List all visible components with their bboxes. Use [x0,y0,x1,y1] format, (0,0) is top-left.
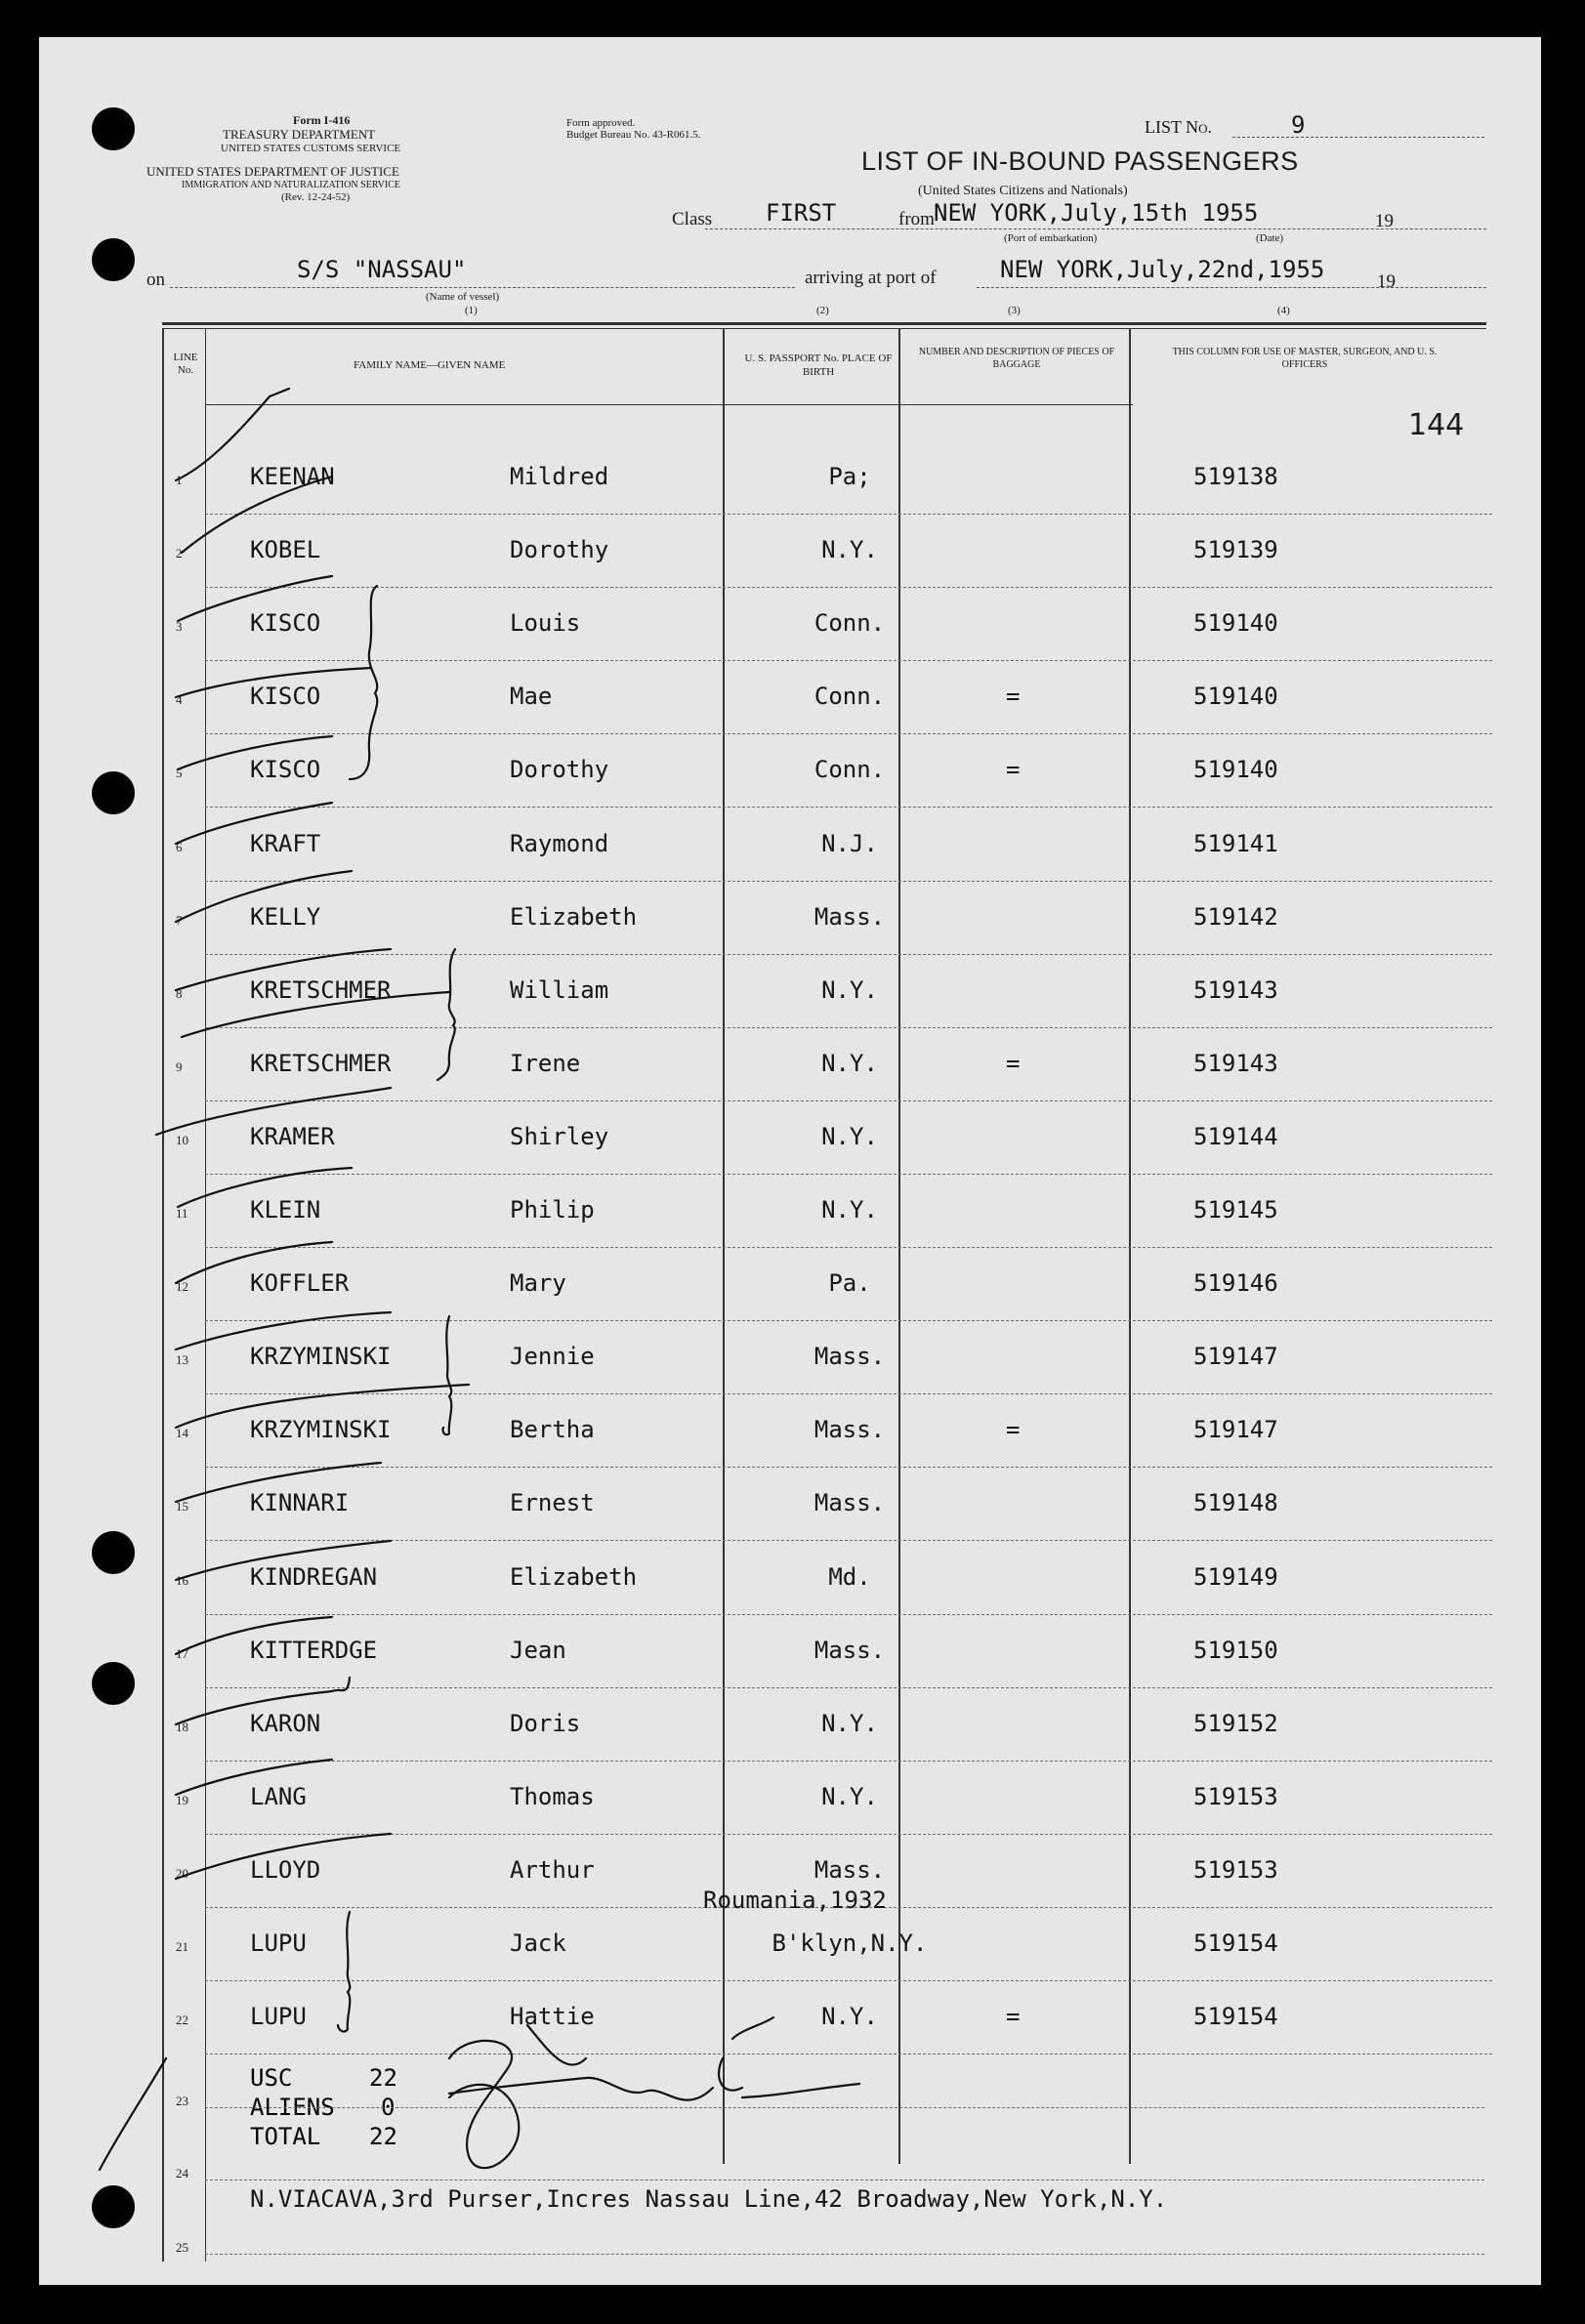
port-embark-caption: (Port of embarkation) [1004,232,1098,244]
class-label: Class [672,209,713,229]
line-number: 3 [176,619,183,635]
given-name: Thomas [510,1782,595,1810]
officer-number: 519138 [1193,463,1278,490]
treasury-department: TREASURY DEPARTMENT [223,127,376,142]
place-of-birth: N.Y. [821,536,878,564]
baggage-mark: = [1006,683,1021,711]
given-name: Jennie [510,1343,595,1371]
family-name: KINDREGAN [250,1562,378,1591]
line-number: 5 [176,766,183,781]
purser-line: N.VIACAVA,3rd Purser,Incres Nassau Line,42 Broadway,New York,N.Y. [250,2185,1168,2213]
given-name: Dorothy [510,536,609,564]
given-name: Jack [510,1930,566,1957]
place-of-birth: N.Y. [821,1196,878,1224]
row21-birth-extra: Roumania,1932 [703,1887,887,1914]
officer-number: 519145 [1193,1196,1278,1224]
caption-4: (4) [1277,305,1290,316]
family-name: KEENAN [250,463,335,490]
officer-number: 519140 [1193,609,1278,638]
line-number: 21 [176,1939,188,1954]
line-number: 22 [176,2013,188,2028]
family-name: KRAFT [250,829,321,857]
document-title: LIST OF IN-BOUND PASSENGERS [861,146,1299,176]
given-name: Arthur [510,1855,595,1884]
given-name: Jean [510,1636,566,1664]
officer-number: 519143 [1193,1049,1278,1077]
family-name: KRETSCHMER [250,975,392,1004]
line-number: 4 [176,692,183,708]
line-number: 24 [176,2166,188,2180]
handwritten-checkmarks [39,37,1541,2285]
line-number: 7 [176,912,183,928]
place-of-birth: N.Y. [821,975,878,1004]
place-of-birth: Mass. [813,1489,886,1517]
from-label: from [898,209,935,229]
officer-number: 519152 [1193,1709,1278,1737]
aliens-label: ALIENS [250,2094,335,2121]
family-name: KELLY [250,902,321,931]
given-name: William [510,975,609,1004]
form-approved: Form approved. [566,117,636,129]
given-name: Louis [510,609,581,638]
given-name: Ernest [510,1489,595,1517]
officer-number: 519139 [1193,536,1278,564]
line-number: 23 [176,2094,188,2108]
given-name: Philip [510,1196,595,1224]
line-number: 14 [176,1426,188,1441]
department-of-justice: UNITED STATES DEPARTMENT OF JUSTICE [146,164,399,179]
family-name: KISCO [250,609,321,638]
baggage-mark: = [1006,1416,1021,1444]
place-of-birth: Md. [828,1562,871,1591]
vessel-name: S/S "NASSAU" [297,256,467,283]
family-name: KITTERDGE [250,1636,378,1664]
col-header-baggage: NUMBER AND DESCRIPTION OF PIECES OF BAGGAGE [918,347,1115,370]
document-subtitle: (United States Citizens and Nationals) [918,184,1128,198]
date-caption: (Date) [1256,232,1284,244]
usc-count: 22 [369,2064,397,2092]
place-of-birth: N.Y. [821,1049,878,1077]
line-number: 25 [176,2240,188,2255]
place-of-birth: N.Y. [821,2003,878,2031]
officer-number: 519154 [1193,1930,1278,1957]
officer-number: 519140 [1193,683,1278,711]
page-number: 144 [1408,408,1465,442]
line-number: 6 [176,839,183,854]
officer-number: 519141 [1193,829,1278,857]
given-name: Bertha [510,1416,595,1444]
place-of-birth: Pa. [828,1269,871,1298]
family-name: KRETSCHMER [250,1049,392,1077]
line-number: 13 [176,1352,188,1368]
officer-number: 519149 [1193,1562,1278,1591]
arrival-value: NEW YORK,July,22nd,1955 [1000,256,1325,283]
officer-number: 519146 [1193,1269,1278,1298]
family-name: LLOYD [250,1855,321,1884]
officer-number: 519150 [1193,1636,1278,1664]
year-prefix-1: 19 [1375,211,1394,231]
officer-number: 519147 [1193,1343,1278,1371]
place-of-birth: Conn. [813,609,886,638]
officer-number: 519154 [1193,2003,1278,2031]
family-name: KOFFLER [250,1269,350,1298]
given-name: Elizabeth [510,1562,638,1591]
arriving-label: arriving at port of [805,268,937,288]
place-of-birth: Mass. [813,1343,886,1371]
officer-number: 519153 [1193,1782,1278,1810]
aliens-count: 0 [381,2094,396,2121]
baggage-mark: = [1006,1049,1021,1077]
from-value: NEW YORK,July,15th 1955 [934,199,1259,227]
place-of-birth: Mass. [813,902,886,931]
place-of-birth: N.Y. [821,1709,878,1737]
list-number: 9 [1291,111,1306,139]
officer-number: 519143 [1193,975,1278,1004]
given-name: Hattie [510,2003,595,2031]
line-number: 9 [176,1058,183,1074]
form-number: Form I-416 [293,113,351,127]
total-label: TOTAL [250,2123,321,2150]
budget-bureau: Budget Bureau No. 43-R061.5. [566,129,701,141]
place-of-birth: N.Y. [821,1782,878,1810]
given-name: Mae [510,683,553,711]
family-name: KISCO [250,756,321,784]
total-count: 22 [369,2123,397,2150]
family-name: KRZYMINSKI [250,1343,392,1371]
line-number: 15 [176,1499,188,1515]
line-number: 16 [176,1572,188,1588]
given-name: Elizabeth [510,902,638,931]
list-no-label: LIST No. [1145,117,1213,137]
caption-1: (1) [465,305,478,316]
family-name: KRZYMINSKI [250,1416,392,1444]
col-header-name: FAMILY NAME—GIVEN NAME [354,359,506,371]
usc-label: USC [250,2064,293,2092]
given-name: Mildred [510,463,609,490]
place-of-birth: Pa; [828,463,871,490]
place-of-birth: B'klyn,N.Y. [772,1930,928,1957]
given-name: Raymond [510,829,609,857]
line-number: 19 [176,1792,188,1807]
baggage-mark: = [1006,2003,1021,2031]
given-name: Mary [510,1269,566,1298]
line-number: 10 [176,1132,188,1147]
family-name: KLEIN [250,1196,321,1224]
ins-service: IMMIGRATION AND NATURALIZATION SERVICE [182,180,400,190]
given-name: Doris [510,1709,581,1737]
given-name: Dorothy [510,756,609,784]
place-of-birth: Mass. [813,1416,886,1444]
col-header-officers: THIS COLUMN FOR USE OF MASTER, SURGEON, AND U. S. OFFICERS [1172,347,1438,370]
family-name: KINNARI [250,1489,350,1517]
officer-number: 519140 [1193,756,1278,784]
family-name: KARON [250,1709,321,1737]
year-prefix-2: 19 [1377,271,1396,292]
place-of-birth: Mass. [813,1855,886,1884]
family-name: LUPU [250,2003,307,2031]
col-header-line: LINE No. [173,352,198,376]
vessel-caption: (Name of vessel) [426,291,500,303]
line-number: 2 [176,546,183,561]
line-number: 18 [176,1719,188,1734]
line-number: 8 [176,985,183,1001]
class-value: FIRST [766,199,837,227]
family-name: LANG [250,1782,307,1810]
place-of-birth: Conn. [813,683,886,711]
family-name: KISCO [250,683,321,711]
caption-2: (2) [816,305,829,316]
officer-number: 519147 [1193,1416,1278,1444]
place-of-birth: Conn. [813,756,886,784]
place-of-birth: N.J. [821,829,878,857]
family-name: KOBEL [250,536,321,564]
officer-number: 519144 [1193,1122,1278,1150]
family-name: KRAMER [250,1122,335,1150]
line-number: 20 [176,1865,188,1881]
line-number: 17 [176,1645,188,1661]
family-name: LUPU [250,1930,307,1957]
line-number: 11 [176,1206,188,1221]
line-number: 12 [176,1279,188,1295]
officer-number: 519142 [1193,902,1278,931]
officer-number: 519148 [1193,1489,1278,1517]
caption-3: (3) [1008,305,1021,316]
on-label: on [146,270,165,290]
officer-number: 519153 [1193,1855,1278,1884]
place-of-birth: Mass. [813,1636,886,1664]
given-name: Irene [510,1049,581,1077]
revision-date: (Rev. 12-24-52) [281,191,351,203]
col-header-passport: U. S. PASSPORT No. PLACE OF BIRTH [744,353,893,378]
given-name: Shirley [510,1122,609,1150]
line-number: 1 [176,473,183,487]
baggage-mark: = [1006,756,1021,784]
customs-service: UNITED STATES CUSTOMS SERVICE [221,143,401,154]
document-sheet [39,37,1541,2285]
place-of-birth: N.Y. [821,1122,878,1150]
